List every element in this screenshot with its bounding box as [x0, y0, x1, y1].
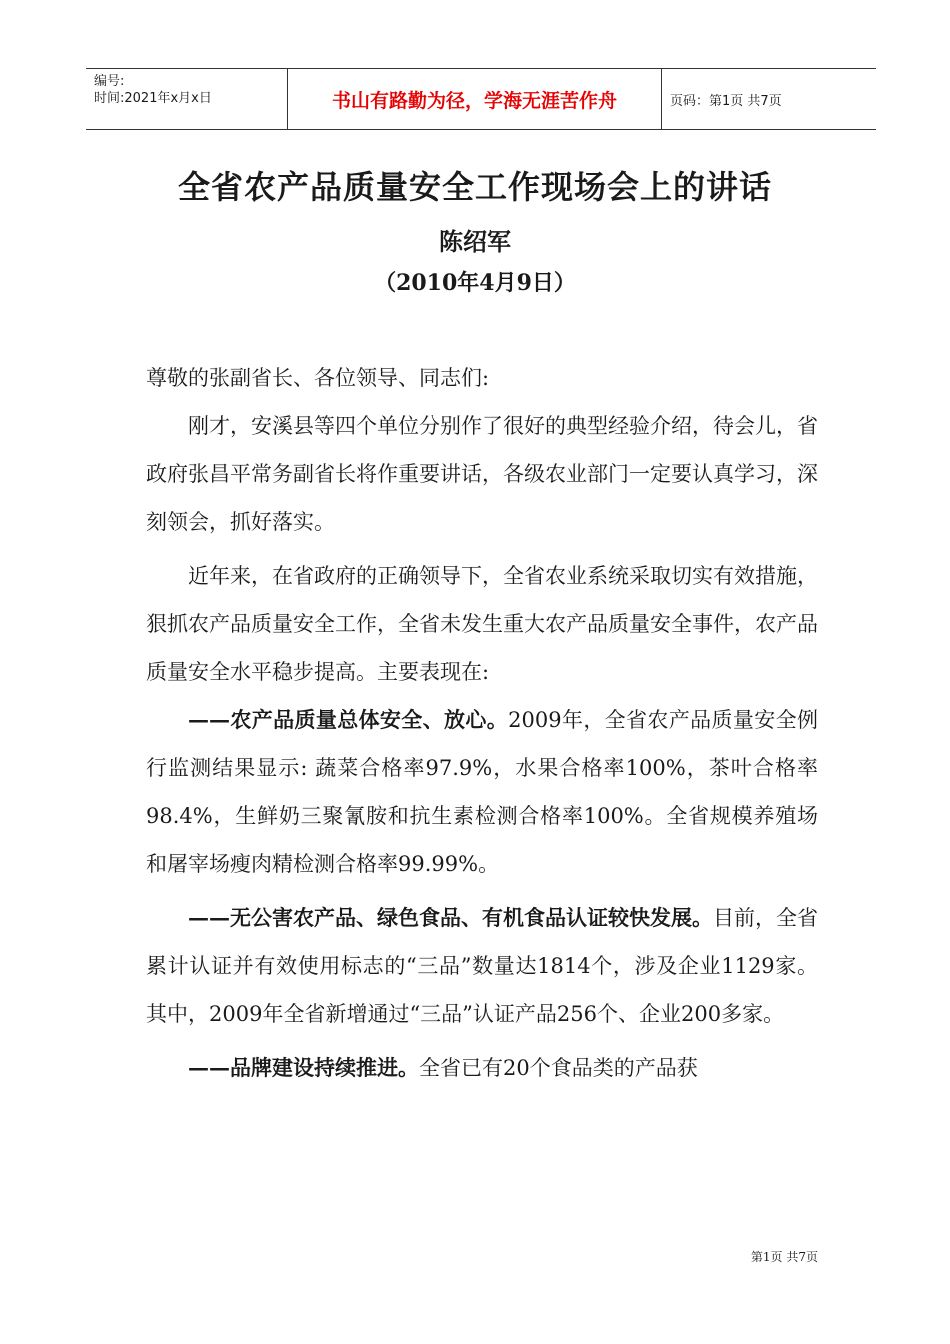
document-date: （2010年4月9日）	[374, 270, 576, 296]
paragraph-4-text: 目前，全省累计认证并有效使用标志的“三品”数量达1814个，涉及企业1129家。其中，2009年全省新增通过“三品”认证产品256个、企业200多家。	[146, 906, 818, 1026]
salutation: 尊敬的张副省长、各位领导、同志们:	[146, 366, 490, 390]
header-page-label: 页码：第1页 共7页	[670, 93, 782, 109]
header-motto: 书山有路勤为径，学海无涯苦作舟	[288, 69, 662, 129]
paragraph-3-heading: ——农产品质量总体安全、放心。	[188, 707, 509, 732]
paragraph-5	[146, 1044, 818, 1092]
header-meta	[86, 69, 288, 129]
header-time-label: 时间:2021年x月x日	[94, 91, 212, 106]
paragraph-2: 近年来，在省政府的正确领导下，全省农业系统采取切实有效措施，狠抓农产品质量安全工作，全省未发生重大农产品质量安全事件，农产品质量安全水平稳步提高。主要表现在:	[146, 564, 818, 684]
page-footer: 第1页 共7页	[750, 1250, 818, 1264]
paragraph-1: 刚才，安溪县等四个单位分别作了很好的典型经验介绍，待会儿，省政府张昌平常务副省长将作重要讲话，各级农业部门一定要认真学习，深刻领会，抓好落实。	[146, 414, 818, 534]
document-author: 陈绍军	[439, 227, 511, 256]
header-number-label: 编号:	[94, 74, 125, 89]
paragraph-3	[146, 696, 818, 888]
paragraph-4-heading: ——无公害农产品、绿色食品、有机食品认证较快发展。	[188, 905, 713, 930]
paragraph-3-text: 2009年，全省农产品质量安全例行监测结果显示: 蔬菜合格率97.9%，水果合格率100%，茶叶合格率98.4%，生鲜奶三聚氰胺和抗生素检测合格率100%。全省规模养殖场和屠宰场瘦肉精检测合格率99.99%。	[146, 708, 818, 876]
document-body	[146, 354, 818, 1092]
page-header	[86, 68, 876, 130]
paragraph-4	[146, 894, 818, 1038]
paragraph-5-text: 全省已有20个食品类的产品获	[419, 1056, 698, 1080]
document-title: 全省农产品质量安全工作现场会上的讲话	[177, 168, 772, 206]
paragraph-5-heading: ——品牌建设持续推进。	[188, 1055, 419, 1080]
